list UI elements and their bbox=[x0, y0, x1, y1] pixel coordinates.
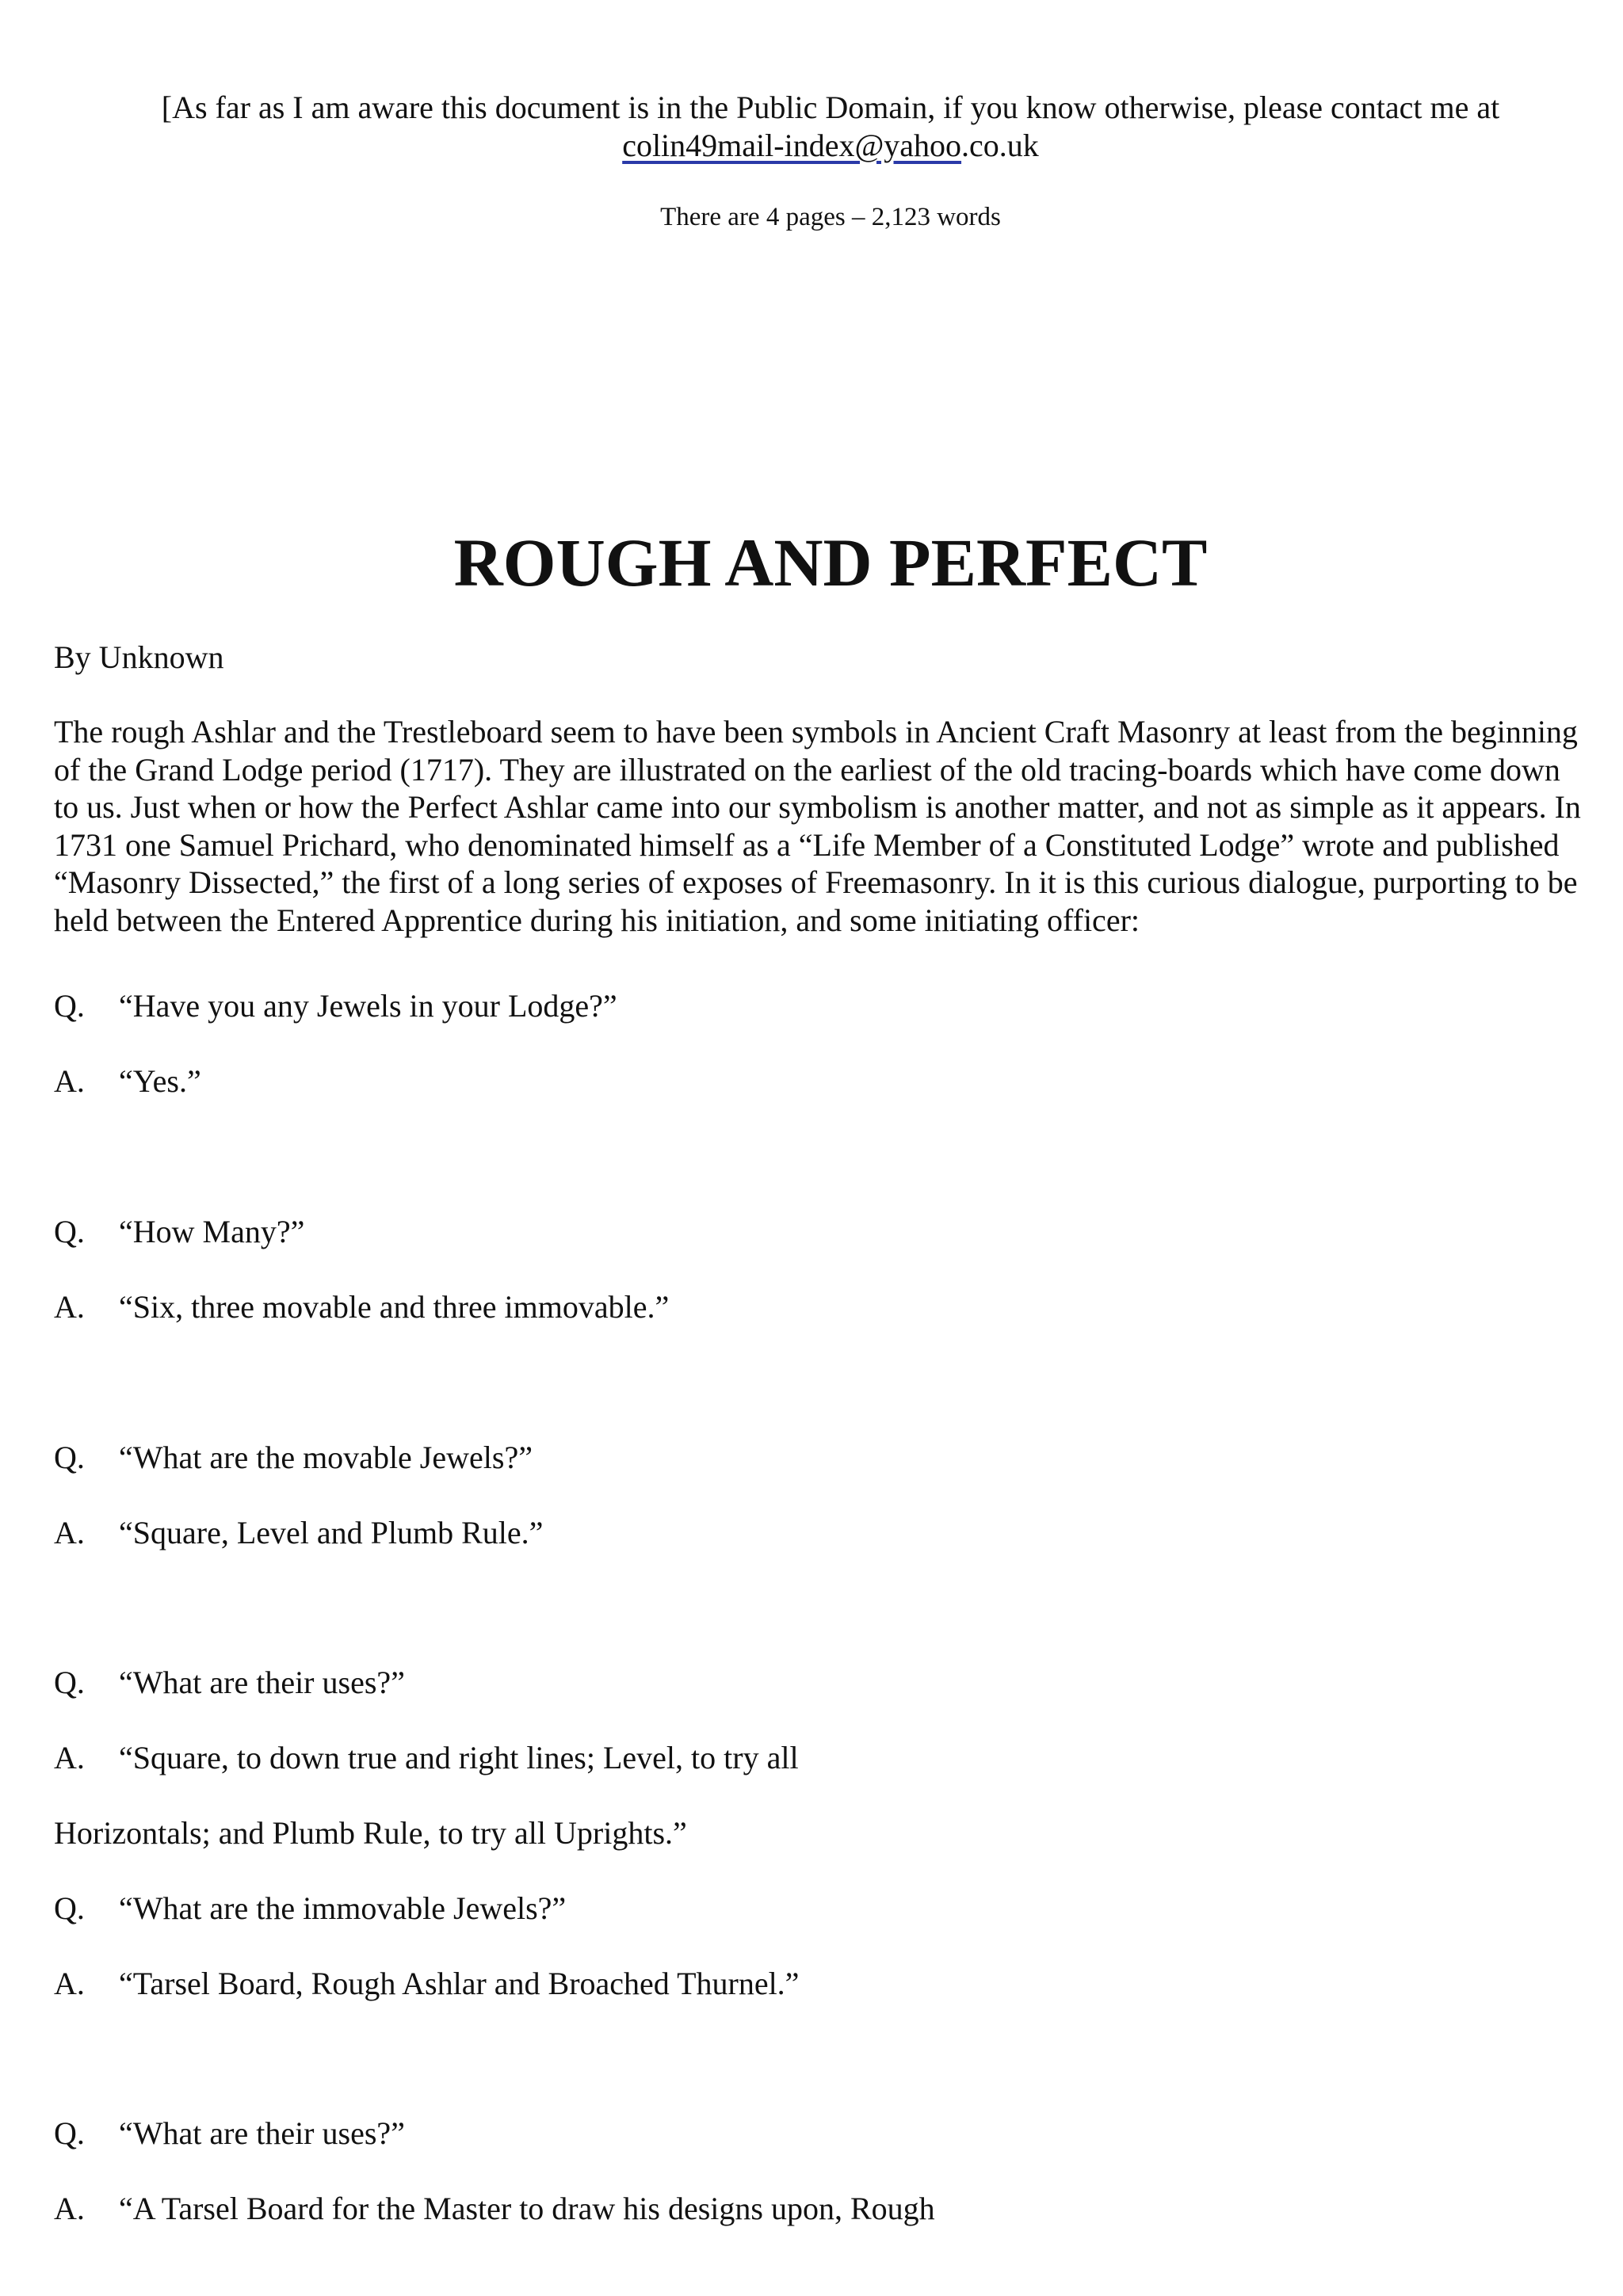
dialogue-line bbox=[54, 987, 617, 1025]
document-title: ROUGH AND PERFECT bbox=[453, 524, 1208, 601]
dialogue-text: Horizontals; and Plumb Rule, to try all Uprights.” bbox=[54, 1815, 687, 1851]
dialogue-text: “How Many?” bbox=[119, 1214, 305, 1249]
dialogue-line bbox=[54, 1664, 405, 1702]
dialogue-marker: A. bbox=[54, 1740, 85, 1775]
dialogue-marker: Q. bbox=[54, 1214, 85, 1249]
dialogue-marker: A. bbox=[54, 1966, 85, 2001]
dialogue-text: “Square, Level and Plumb Rule.” bbox=[119, 1515, 544, 1550]
dialogue-marker: Q. bbox=[54, 1665, 85, 1700]
dialogue-text: “What are their uses?” bbox=[119, 1665, 405, 1700]
dialogue-line bbox=[54, 1439, 533, 1477]
intro-paragraph: The rough Ashlar and the Trestleboard seem to have been symbols in Ancient Craft Masonry at least from the beginning of the Grand Lodge period (1717). They are illustrated on the earliest of the old tracing-boards which have come down to us. Just when or how the Perfect Ashlar came into our symbolism is another matter, and not as simple as it appears. In 1731 one Samuel Prichard, who denominated himself as a “Life Member of a Constituted Lodge” wrote and published “Masonry Dissected,” the first of a long series of exposes of Freemasonry. In it is this curious dialogue, purporting to be held between the Entered Apprentice during his initiation, and some initiating officer: bbox=[54, 714, 1581, 938]
dialogue-line bbox=[54, 2190, 935, 2228]
dialogue-marker: Q. bbox=[54, 1890, 85, 1926]
dialogue-marker: A. bbox=[54, 1063, 85, 1099]
author-byline: By Unknown bbox=[54, 639, 224, 675]
dialogue-marker: Q. bbox=[54, 1440, 85, 1475]
dialogue-text: “A Tarsel Board for the Master to draw his designs upon, Rough bbox=[119, 2191, 935, 2226]
dialogue-text: “What are the movable Jewels?” bbox=[119, 1440, 533, 1475]
dialogue-text: “What are the immovable Jewels?” bbox=[119, 1890, 567, 1926]
dialogue-line bbox=[54, 2115, 405, 2153]
dialogue-marker: Q. bbox=[54, 2115, 85, 2151]
dialogue-line bbox=[54, 1890, 566, 1928]
dialogue-continuation bbox=[54, 1814, 687, 1852]
contact-email-suffix: .co.uk bbox=[961, 128, 1039, 163]
dialogue-text: “Have you any Jewels in your Lodge?” bbox=[119, 988, 617, 1024]
dialogue-line bbox=[54, 1062, 201, 1100]
dialogue-text: “Square, to down true and right lines; Level, to try all bbox=[119, 1740, 799, 1775]
dialogue-text: “Six, three movable and three immovable.” bbox=[119, 1289, 670, 1325]
page-word-count: There are 4 pages – 2,123 words bbox=[660, 203, 1001, 231]
dialogue-line bbox=[54, 1965, 799, 2003]
dialogue-marker: Q. bbox=[54, 988, 85, 1024]
dialogue-line bbox=[54, 1213, 304, 1251]
dialogue-marker: A. bbox=[54, 2191, 85, 2226]
public-domain-notice bbox=[54, 89, 1607, 165]
notice-text: [As far as I am aware this document is in the Public Domain, if you know otherwise, please contact me at bbox=[161, 90, 1500, 125]
dialogue-line bbox=[54, 1739, 799, 1777]
dialogue-marker: A. bbox=[54, 1289, 85, 1325]
dialogue-line bbox=[54, 1514, 543, 1552]
dialogue-text: “Yes.” bbox=[119, 1063, 201, 1099]
contact-email-link[interactable]: colin49mail-index@yahoo bbox=[622, 128, 962, 163]
dialogue-text: “What are their uses?” bbox=[119, 2115, 405, 2151]
dialogue-line bbox=[54, 1288, 669, 1326]
dialogue-text: “Tarsel Board, Rough Ashlar and Broached Thurnel.” bbox=[119, 1966, 800, 2001]
dialogue-marker: A. bbox=[54, 1515, 85, 1550]
